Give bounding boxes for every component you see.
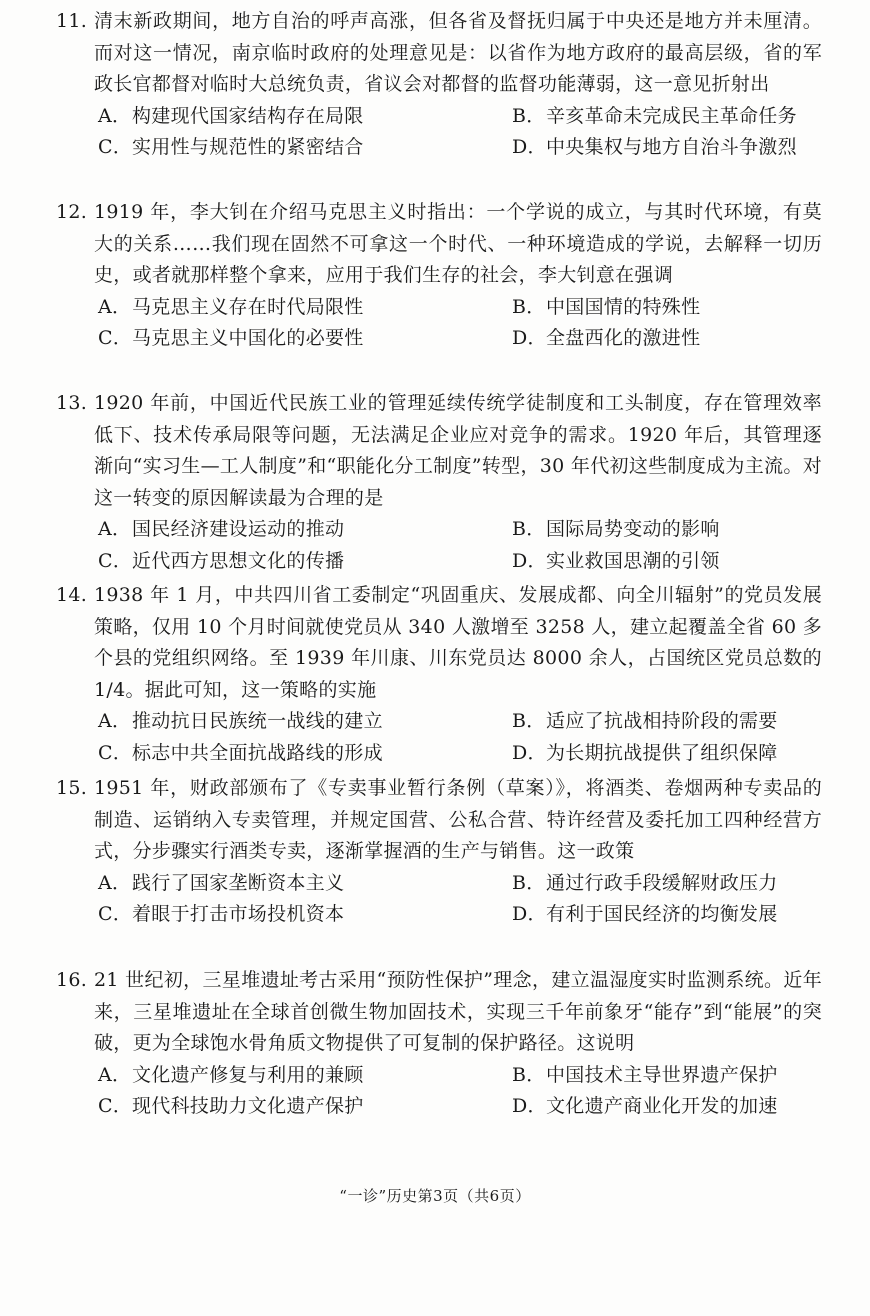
option-text: 标志中共全面抗战路线的形成: [132, 741, 383, 764]
option-text: 中国技术主导世界遗产保护: [546, 1063, 778, 1086]
option-d: [512, 1091, 862, 1123]
option-text: 践行了国家垄断资本主义: [132, 871, 345, 894]
question-text: 清末新政期间，地方自治的呼声高涨，但各省及督抚归属于中央还是地方并未厘清。而对这一情况，南京临时政府的处理意见是：以省作为地方政府的最高层级，省的军政长官都督对临时大总统负责，省议会对都督的监督功能薄弱，这一意见折射出: [94, 10, 822, 95]
question-stem: [58, 6, 822, 101]
question-stem: [58, 773, 822, 868]
question-number: 11.: [56, 10, 88, 32]
option-letter: D．: [512, 1095, 547, 1117]
question-text: 1920 年前，中国近代民族工业的管理延续传统学徒制度和工头制度，存在管理效率低下、技术传承局限等问题，无法满足企业应对竞争的需求。1920 年后，其管理逐渐向“实习生—工人制度”和“职能化分工制度”转型，30 年代初这些制度成为主流。对这一转变的原因解读最为合理的是: [94, 392, 822, 509]
options-grid: [58, 292, 822, 355]
option-a: [98, 868, 512, 900]
option-letter: A．: [98, 1063, 132, 1086]
option-text: 国际局势变动的影响: [546, 518, 720, 540]
question-text: 1919 年，李大钊在介绍马克思主义时指出：一个学说的成立，与其时代环境，有莫大的关系……我们现在固然不可拿这一个时代、一种环境造成的学说，去解释一切历史，或者就那样整个拿来，应用于我们生存的社会，李大钊意在强调: [94, 201, 822, 286]
options-grid: [58, 1060, 822, 1123]
option-a: [98, 1060, 512, 1092]
options-grid: [58, 514, 822, 577]
option-b: [512, 1060, 862, 1092]
option-b: [512, 706, 862, 738]
option-letter: C．: [98, 549, 133, 572]
option-letter: B．: [512, 1063, 546, 1086]
option-a: [98, 292, 512, 324]
option-letter: B．: [512, 104, 546, 127]
option-a: [98, 514, 512, 546]
option-b: [512, 292, 862, 324]
page-footer: “一诊”历史第3页（共6页）: [339, 1187, 531, 1205]
option-letter: B．: [512, 295, 546, 318]
option-letter: D．: [512, 136, 547, 158]
option-c: [98, 323, 512, 355]
option-text: 辛亥革命未完成民主革命任务: [546, 104, 797, 127]
option-letter: C．: [98, 741, 133, 764]
option-d: [512, 546, 862, 578]
option-text: 实业救国思潮的引领: [546, 549, 720, 572]
option-letter: B．: [512, 871, 546, 894]
option-d: [512, 738, 862, 770]
question-number: 12.: [56, 201, 88, 223]
option-a: [98, 706, 512, 738]
question-text: 1951 年，财政部颁布了《专卖事业暂行条例（草案）》，将酒类、卷烟两种专卖品的制造、运销纳入专卖管理，并规定国营、公私合营、特许经营及委托加工四种经营方式，分步骤实行酒类专卖，逐渐掌握酒的生产与销售。这一政策: [94, 777, 822, 862]
question-15: [58, 773, 822, 931]
option-letter: D．: [512, 903, 547, 925]
option-c: [98, 899, 512, 931]
option-letter: A．: [98, 104, 132, 127]
option-d: [512, 132, 862, 164]
option-c: [98, 738, 512, 770]
question-text: 21 世纪初，三星堆遗址考古采用“预防性保护”理念，建立温湿度实时监测系统。近年来，三星堆遗址在全球首创微生物加固技术，实现三千年前象牙“能存”到“能展”的突破，更为全球饱水骨角质文物提供了可复制的保护路径。这说明: [94, 969, 822, 1054]
option-text: 近代西方思想文化的传播: [132, 549, 345, 572]
question-number: 15.: [56, 777, 88, 799]
option-text: 有利于国民经济的均衡发展: [546, 903, 778, 925]
question-12: [58, 197, 822, 355]
option-text: 适应了抗战相持阶段的需要: [546, 710, 778, 732]
options-grid: [58, 868, 822, 931]
question-stem: [58, 388, 822, 514]
question-text: 1938 年 1 月，中共四川省工委制定“巩固重庆、发展成都、向全川辐射”的党员发展策略，仅用 10 个月时间就使党员从 340 人激增至 3258 人，建立起覆盖全省 60 多个县的党组织网络。至 1939 年川康、川东党员达 8000 余人，占国统区党员总数的 1/4。据此可知，这一策略的实施: [94, 584, 822, 701]
option-letter: A．: [98, 518, 132, 540]
option-text: 文化遗产商业化开发的加速: [546, 1095, 778, 1117]
question-16: [58, 965, 822, 1123]
options-grid: [58, 101, 822, 164]
option-letter: B．: [512, 710, 546, 732]
option-letter: C．: [98, 903, 133, 925]
option-text: 推动抗日民族统一战线的建立: [132, 710, 383, 732]
option-letter: C．: [98, 327, 133, 349]
option-text: 通过行政手段缓解财政压力: [546, 871, 778, 894]
option-d: [512, 323, 862, 355]
option-text: 构建现代国家结构存在局限: [132, 104, 364, 127]
option-b: [512, 101, 862, 133]
question-stem: [58, 580, 822, 706]
option-text: 为长期抗战提供了组织保障: [546, 741, 778, 764]
option-letter: D．: [512, 549, 547, 572]
option-letter: B．: [512, 518, 546, 540]
option-a: [98, 101, 512, 133]
option-text: 中国国情的特殊性: [546, 295, 701, 318]
question-13: [58, 388, 822, 577]
question-number: 13.: [56, 392, 88, 414]
option-c: [98, 132, 512, 164]
question-14: [58, 580, 822, 769]
option-text: 全盘西化的激进性: [546, 327, 701, 349]
option-letter: D．: [512, 741, 547, 764]
options-grid: [58, 706, 822, 769]
option-letter: C．: [98, 136, 133, 158]
option-text: 国民经济建设运动的推动: [132, 518, 345, 540]
option-text: 中央集权与地方自治斗争激烈: [546, 136, 797, 158]
option-text: 实用性与规范性的紧密结合: [132, 136, 364, 158]
question-stem: [58, 197, 822, 292]
option-letter: A．: [98, 295, 132, 318]
question-number: 14.: [56, 584, 88, 606]
option-d: [512, 899, 862, 931]
option-text: 现代科技助力文化遗产保护: [132, 1095, 364, 1117]
option-text: 马克思主义中国化的必要性: [132, 327, 364, 349]
option-letter: A．: [98, 710, 132, 732]
option-b: [512, 514, 862, 546]
option-text: 着眼于打击市场投机资本: [132, 903, 345, 925]
question-stem: [58, 965, 822, 1060]
option-text: 文化遗产修复与利用的兼顾: [132, 1063, 364, 1086]
option-letter: C．: [98, 1095, 133, 1117]
option-letter: A．: [98, 871, 132, 894]
option-c: [98, 546, 512, 578]
question-number: 16.: [56, 969, 88, 991]
question-11: [58, 6, 822, 164]
option-text: 马克思主义存在时代局限性: [132, 295, 364, 318]
option-letter: D．: [512, 327, 547, 349]
option-b: [512, 868, 862, 900]
option-c: [98, 1091, 512, 1123]
